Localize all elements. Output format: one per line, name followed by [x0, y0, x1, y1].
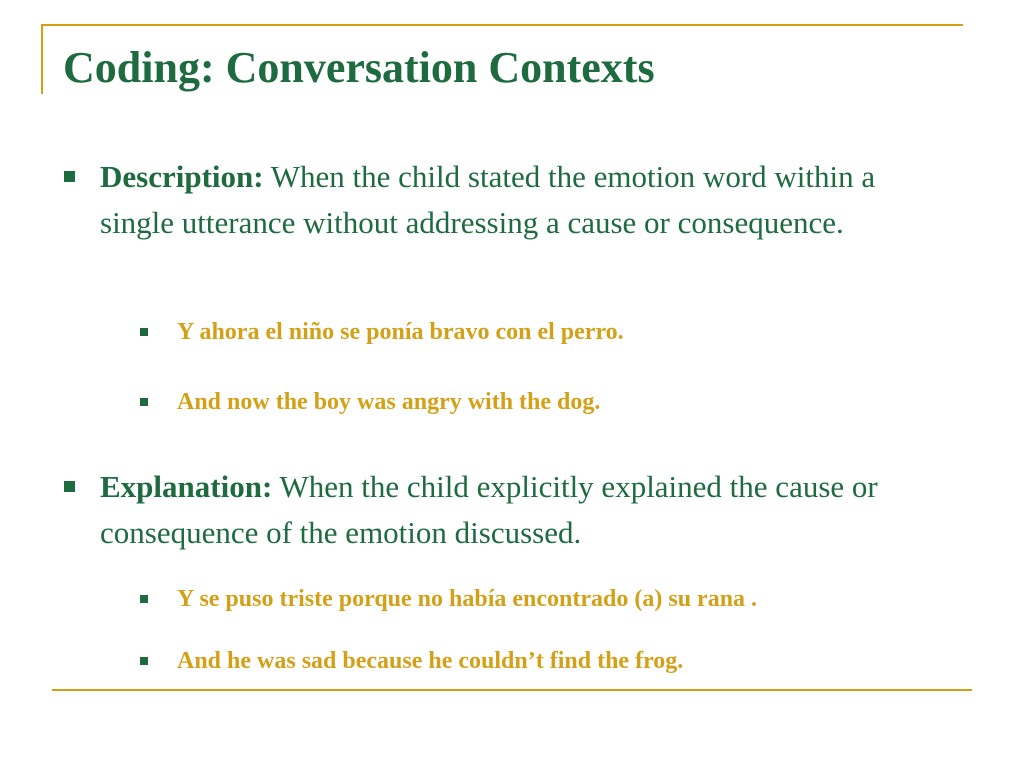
frame-top-rule	[41, 24, 963, 26]
slide-title: Coding: Conversation Contexts	[63, 43, 655, 92]
example-english-2	[140, 645, 1000, 677]
example-english-1	[140, 386, 1000, 418]
bullet-explanation-text	[100, 464, 914, 556]
square-bullet-icon	[140, 595, 148, 603]
example-spanish-1-text: Y ahora el niño se ponía bravo con el perro.	[177, 319, 624, 345]
example-spanish-2-text: Y se puso triste porque no había encontrado (a) su rana .	[177, 586, 758, 612]
bullet-explanation-body: When the child explicitly explained the cause or consequence of the emotion discussed.	[100, 469, 878, 550]
square-bullet-icon	[140, 657, 148, 665]
bullet-explanation	[64, 464, 914, 556]
bullet-description	[64, 154, 914, 246]
square-bullet-icon	[140, 328, 148, 336]
square-bullet-icon	[64, 481, 75, 492]
example-english-2-text: And he was sad because he couldn’t find the frog.	[177, 648, 684, 674]
bullet-explanation-term: Explanation:	[100, 469, 273, 504]
bullet-description-body: When the child stated the emotion word within a single utterance without addressing a cause or consequence.	[100, 159, 876, 240]
example-spanish-2	[140, 583, 1000, 615]
square-bullet-icon	[140, 398, 148, 406]
frame-left-rule	[41, 24, 43, 94]
bullet-description-term: Description:	[100, 159, 264, 194]
example-english-1-text: And now the boy was angry with the dog.	[177, 389, 601, 415]
bullet-description-text	[100, 154, 914, 246]
example-spanish-1	[140, 316, 1000, 348]
frame-bottom-rule	[52, 689, 972, 691]
square-bullet-icon	[64, 171, 75, 182]
